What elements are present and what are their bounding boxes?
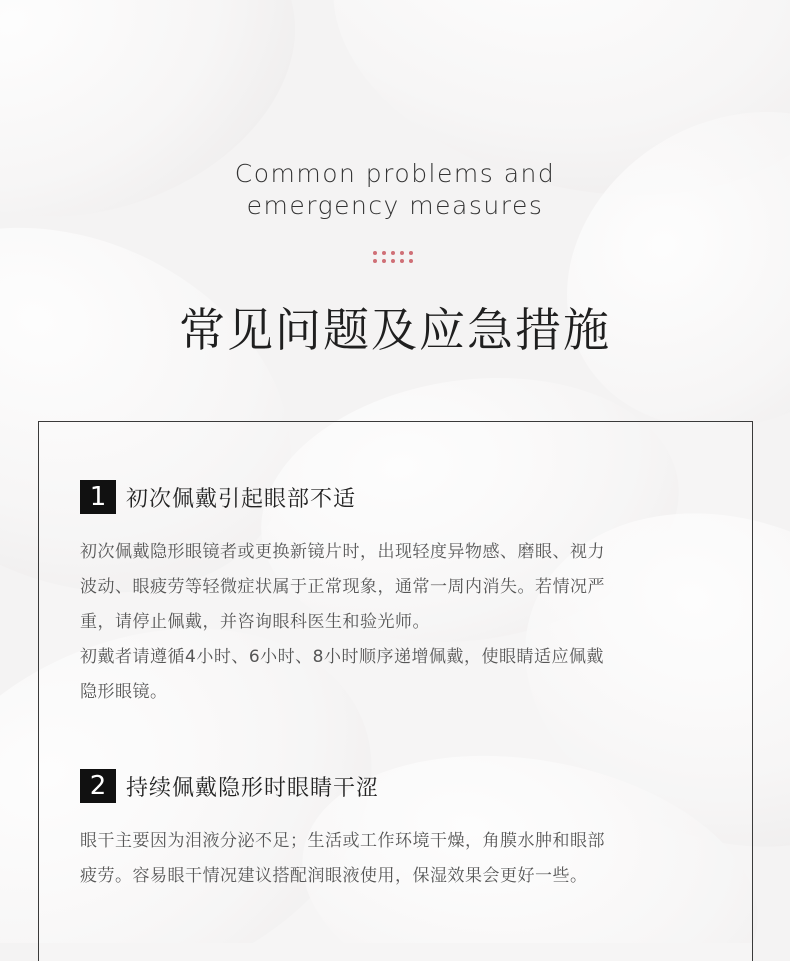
body-line: 初戴者请遵循4小时、6小时、8小时顺序递增佩戴，使眼睛适应佩戴 [80, 647, 604, 667]
body-line: 疲劳。容易眼干情况建议搭配润眼液使用，保湿效果会更好一些。 [80, 866, 588, 886]
body-line: 重，请停止佩戴，并咨询眼科医生和验光师。 [80, 612, 430, 632]
english-heading [0, 158, 790, 222]
section-1-body [80, 535, 720, 710]
section-number-badge: 2 [80, 769, 116, 803]
body-line: 初次佩戴隐形眼镜者或更换新镜片时，出现轻度异物感、磨眼、视力 [80, 542, 605, 562]
body-line: 波动、眼疲劳等轻微症状属于正常现象，通常一周内消失。若情况严 [80, 577, 605, 597]
body-line: 隐形眼镜。 [80, 682, 168, 702]
section-title: 初次佩戴引起眼部不适 [126, 486, 357, 512]
decorative-dots [373, 249, 417, 265]
petal-shape [0, 0, 336, 268]
section-title: 持续佩戴隐形时眼睛干涩 [126, 775, 380, 801]
section-1-heading [80, 480, 356, 514]
section-2-heading [80, 769, 379, 803]
section-2-body [80, 824, 720, 894]
english-heading-line2: emergency measures [246, 191, 544, 220]
body-line: 眼干主要因为泪液分泌不足；生活或工作环境干燥，角膜水肿和眼部 [80, 831, 605, 851]
page-title: 常见问题及应急措施 [179, 303, 611, 357]
english-heading-line1: Common problems and [234, 159, 556, 188]
section-number-badge: 1 [80, 480, 116, 514]
